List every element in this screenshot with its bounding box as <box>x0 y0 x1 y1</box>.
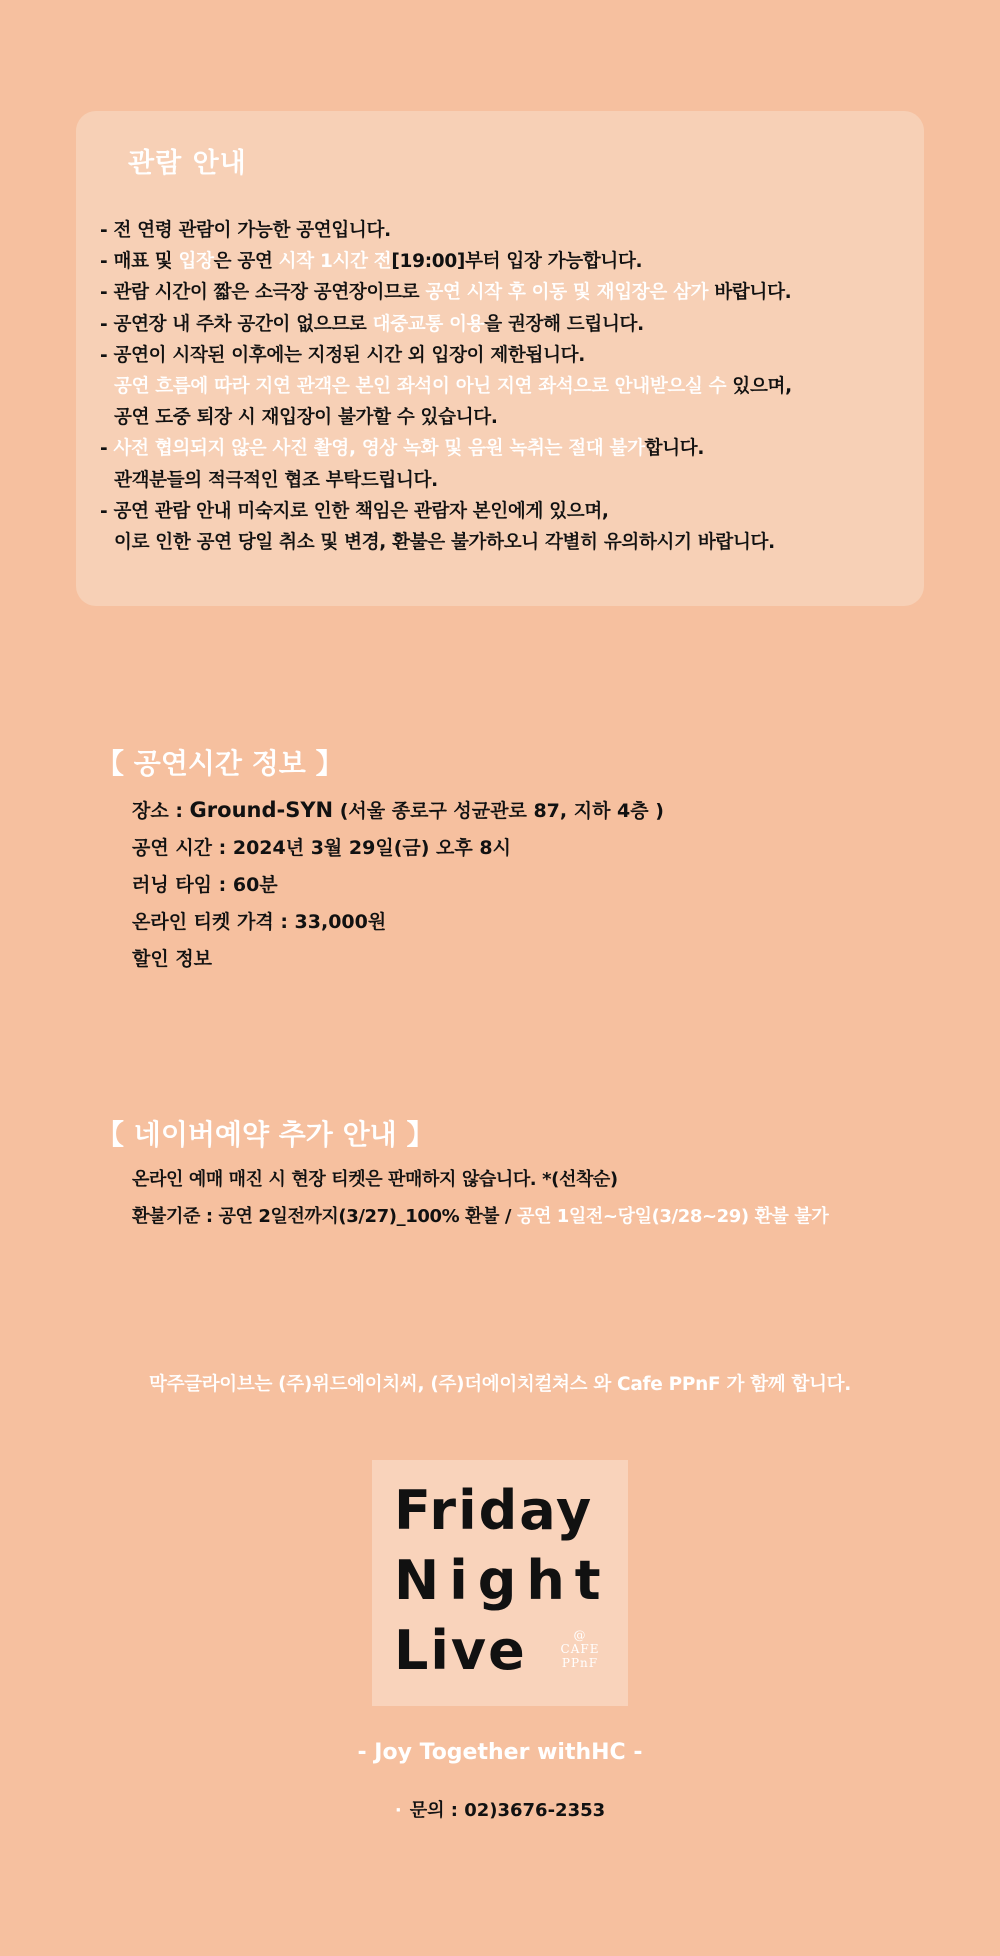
bracket-open: 【 <box>96 747 125 780</box>
naver-section <box>96 1115 976 1235</box>
guide-line <box>100 309 916 340</box>
naver-title-text: 네이버예약 추가 안내 <box>133 1118 397 1151</box>
bracket-open: 【 <box>96 1118 125 1151</box>
venue-name: Ground-SYN <box>189 798 334 822</box>
contact-text: 문의 : 02)3676-2353 <box>409 1800 606 1821</box>
logo-line-night: Night <box>394 1549 611 1612</box>
guide-text: 을 권장해 드립니다. <box>484 313 644 335</box>
guide-text: - 공연장 내 주차 공간이 없으므로 <box>100 313 373 335</box>
schedule-info-list <box>96 792 976 978</box>
guide-text: 은 공연 <box>213 251 279 273</box>
soldout-note: 온라인 예매 매진 시 현장 티켓은 판매하지 않습니다. *(선착순) <box>132 1169 618 1190</box>
guide-text: - 공연이 시작된 이후에는 지정된 시간 외 입장이 제한됩니다. <box>100 344 585 366</box>
guide-highlight-text: 공연 시작 후 이동 및 재입장은 삼가 <box>425 282 709 304</box>
naver-info-list <box>96 1161 976 1235</box>
schedule-title-text: 공연시간 정보 <box>133 747 306 780</box>
refund-policy-highlight: 공연 1일전~당일(3/28~29) 환불 불가 <box>516 1206 829 1227</box>
guide-line <box>100 215 916 246</box>
refund-policy <box>132 1198 976 1235</box>
sponsor-line: 막주글라이브는 (주)위드에이치씨, (주)더에이치컬쳐스 와 Cafe PPnF 가 함께 합니다. <box>149 1374 851 1395</box>
guide-highlight-text: 입장 <box>178 251 214 273</box>
guide-line <box>100 340 916 371</box>
guide-text: 공연 도중 퇴장 시 재입장이 불가할 수 있습니다. <box>114 407 498 429</box>
schedule-section <box>96 744 976 978</box>
schedule-title <box>96 744 976 784</box>
guide-text: 이로 인한 공연 당일 취소 및 변경, 환불은 불가하오니 각별히 유의하시기 바랍니다. <box>114 532 775 554</box>
tagline: - Joy Together withHC - <box>357 1740 643 1765</box>
guide-line <box>100 277 916 308</box>
guide-text: - 전 연령 관람이 가능한 공연입니다. <box>100 220 391 241</box>
logo-mark-cafe: CAFE <box>560 1642 600 1656</box>
bracket-close: 】 <box>315 747 344 780</box>
viewing-guide-title: 관람 안내 <box>128 148 247 179</box>
guide-line <box>100 496 916 527</box>
guide-line <box>100 371 916 402</box>
guide-highlight-text: 대중교통 이용 <box>372 313 485 335</box>
refund-policy-prefix: 환불기준 : 공연 2일전까지(3/27)_100% 환불 / <box>132 1206 517 1227</box>
guide-text: - 매표 및 <box>100 251 179 273</box>
guide-text: 있으며, <box>726 376 792 398</box>
venue-address: (서울 종로구 성균관로 87, 지하 4층 ) <box>333 800 664 822</box>
cafe-ppnf-mark <box>550 1628 610 1670</box>
guide-highlight-text: 사전 협의되지 않은 사진 촬영, 영상 녹화 및 음원 녹취는 절대 불가 <box>113 438 645 460</box>
guide-text: - 관람 시간이 짧은 소극장 공연장이므로 <box>100 282 426 304</box>
ticket-price-item: 온라인 티켓 가격 : 33,000원 <box>132 911 387 933</box>
logo-line-friday: Friday <box>394 1479 594 1542</box>
guide-highlight-text: 공연 흐름에 따라 지연 관객은 본인 좌석이 아닌 지연 좌석으로 안내받으실 수 <box>114 376 727 398</box>
viewing-guide-panel <box>76 111 924 606</box>
show-time-item: 공연 시간 : 2024년 3월 29일(금) 오후 8시 <box>132 837 511 859</box>
logo-line-live: Live <box>394 1619 527 1682</box>
guide-line <box>100 527 916 558</box>
guide-text: - 공연 관람 안내 미숙지로 인한 책임은 관람자 본인에게 있으며, <box>100 500 609 522</box>
viewing-guide-list <box>100 215 916 558</box>
venue-label: 장소 : <box>132 800 190 822</box>
guide-line <box>100 465 916 496</box>
guide-text: 관객분들의 적극적인 협조 부탁드립니다. <box>114 469 438 491</box>
bracket-close: 】 <box>406 1118 435 1151</box>
guide-text: 바랍니다. <box>708 282 792 304</box>
naver-title <box>96 1115 976 1155</box>
guide-line <box>100 246 916 277</box>
running-time-item: 러닝 타임 : 60분 <box>132 874 278 896</box>
guide-highlight-text: 시작 1시간 전 <box>278 251 392 273</box>
contact-info <box>0 1796 1000 1822</box>
contact-bullet: · <box>394 1800 402 1821</box>
guide-line <box>100 402 916 433</box>
friday-night-live-logo <box>372 1460 628 1706</box>
guide-text: [19:00]부터 입장 가능합니다. <box>391 251 643 273</box>
logo-mark-ppnf: PPnF <box>561 1656 599 1670</box>
guide-text: - <box>100 438 114 460</box>
guide-text: 합니다. <box>644 438 705 460</box>
logo-mark-at: @ <box>573 1628 587 1642</box>
guide-line <box>100 433 916 464</box>
venue-item <box>132 792 976 830</box>
discount-info-item: 할인 정보 <box>132 948 213 970</box>
